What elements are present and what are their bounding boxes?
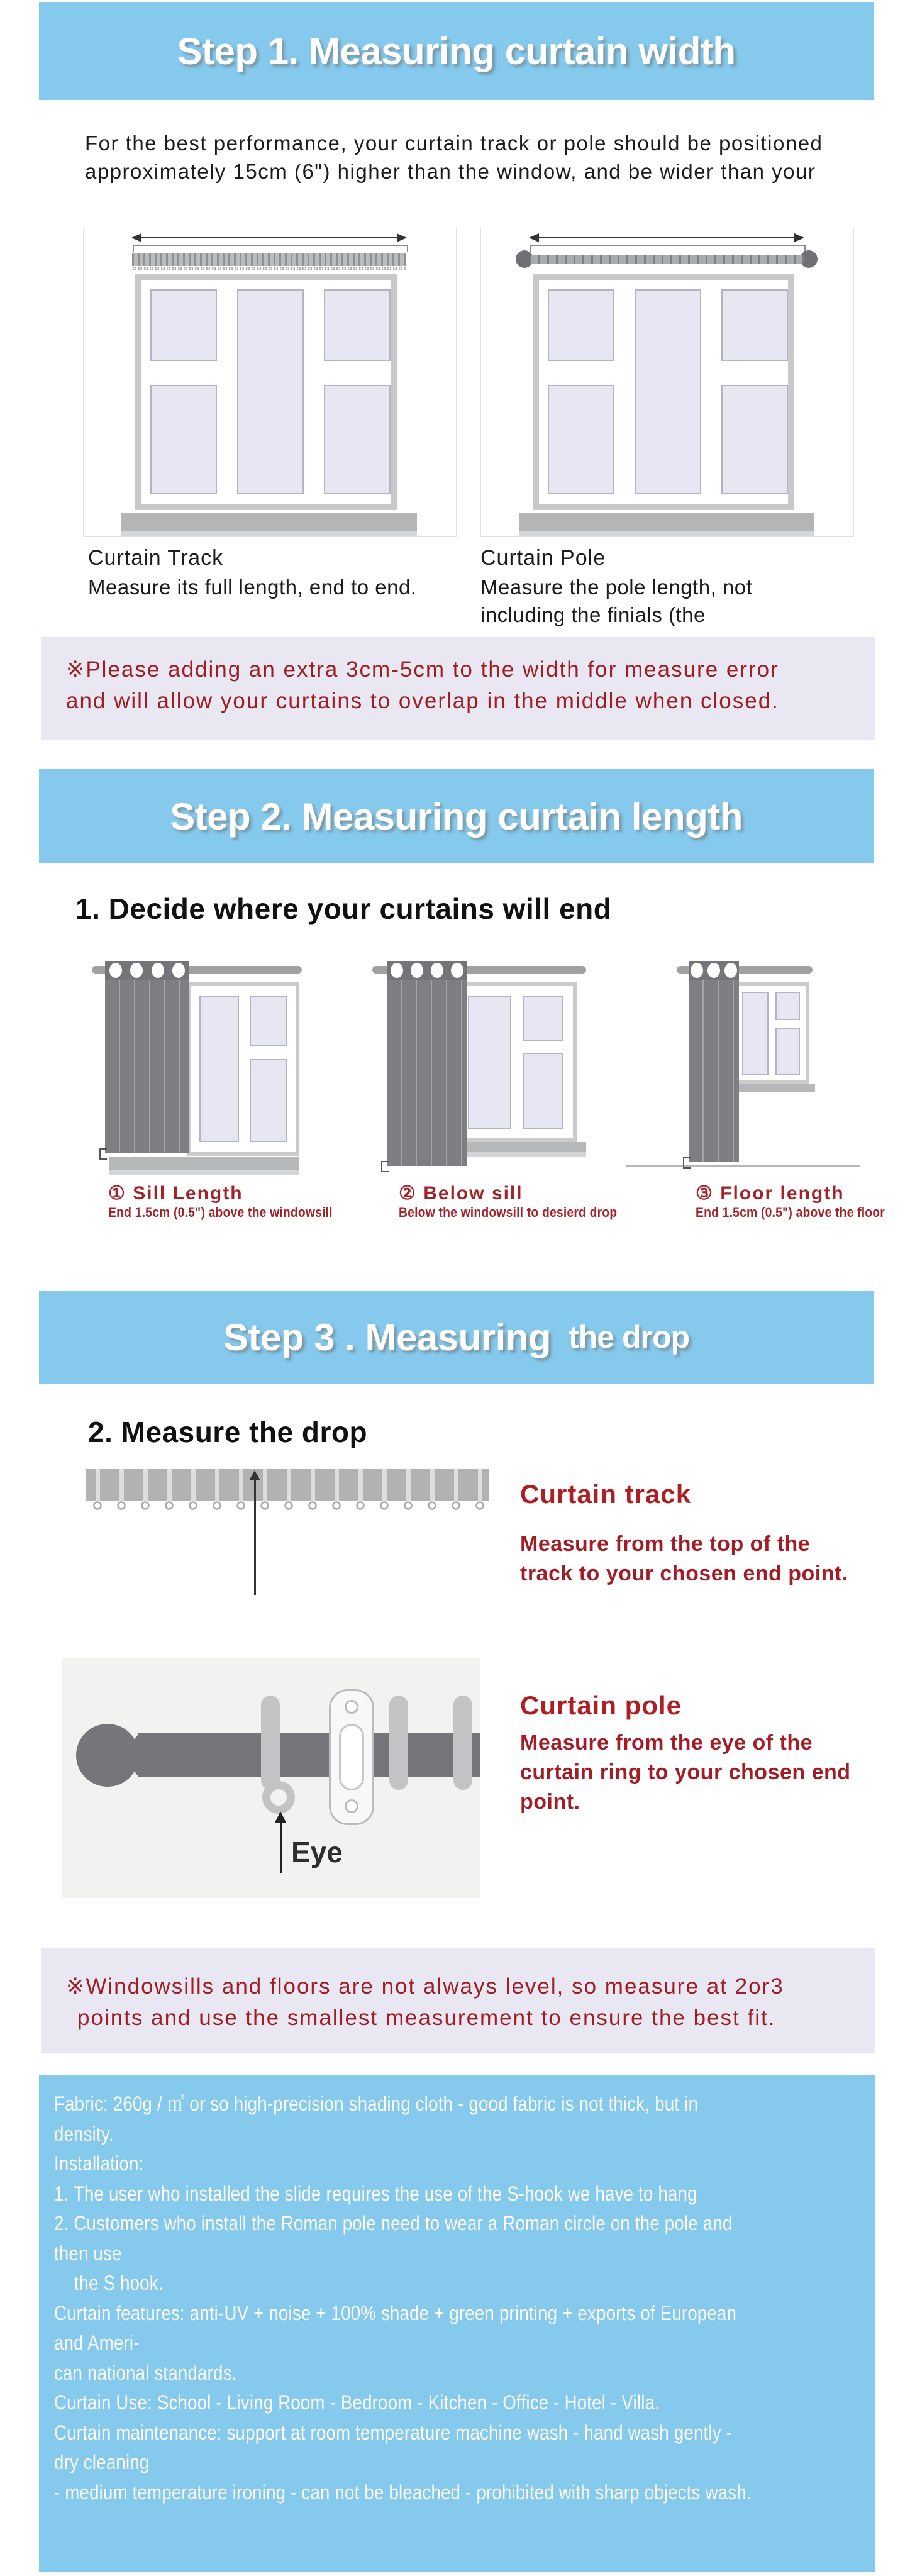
width-arrow	[530, 237, 803, 238]
curtain-ring	[453, 1696, 472, 1790]
footer-line: - medium temperature ironing - can not be bleached - prohibited with sharp objects wash.	[54, 2480, 752, 2504]
curtain-pole-instructions	[520, 1728, 851, 1817]
arrow-left-icon	[131, 233, 141, 242]
level-note-line1: ※Windowsills and floors are not always level, so measure at 2or3	[66, 1974, 784, 1999]
footer-line: Fabric: 260g / ㎡ or so high-precision shading cloth - good fabric is not thick, but in density.	[54, 2092, 704, 2145]
option2-label: ② Below sill	[399, 1183, 523, 1204]
step1-intro-line2: approximately 15cm (6") higher than the window, and be wider than your	[85, 160, 816, 183]
step3-banner	[39, 1291, 874, 1384]
eye-label: Eye	[291, 1836, 343, 1868]
curtain-track-hooks	[132, 266, 406, 272]
product-info-footer	[39, 2075, 875, 2572]
width-arrow	[133, 237, 406, 238]
footer-line: Curtain maintenance: support at room temperature machine wash - hand wash gently - dry cleaning	[54, 2421, 738, 2473]
curtain-pole-desc-line1: Measure the pole length, not	[480, 575, 753, 599]
window-pane	[775, 992, 801, 1020]
window-pane	[548, 385, 614, 494]
window-pane	[150, 289, 217, 361]
window-pane	[468, 996, 511, 1130]
window-pane	[250, 1059, 287, 1142]
window-pane	[742, 992, 769, 1075]
step3-banner-subtitle: the drop	[569, 1319, 690, 1355]
window-pane	[237, 289, 304, 494]
measure-mark	[99, 1148, 107, 1160]
curtain-track-instructions	[520, 1530, 848, 1589]
option1-label: ① Sill Length	[108, 1183, 243, 1204]
window-sill-edge	[109, 1170, 299, 1175]
up-arrow-line	[280, 1823, 282, 1873]
pole-desc-line2: curtain ring to your chosen end	[520, 1760, 851, 1784]
window-illustration	[733, 982, 809, 1084]
arrow-left-icon	[529, 233, 539, 242]
width-note-box	[41, 637, 875, 740]
curtain-pole-bar	[530, 255, 804, 264]
curtain-pole-diagram	[480, 228, 854, 537]
floor-line	[626, 1165, 860, 1167]
window-illustration	[455, 982, 577, 1142]
window-sill-edge	[519, 531, 814, 536]
footer-line: 1. The user who installed the slide requires the use of the S-hook we have to hang	[54, 2182, 697, 2205]
step1-banner	[39, 2, 874, 100]
window-pane	[150, 385, 217, 494]
track-desc-line1: Measure from the top of the	[520, 1532, 811, 1556]
curtain-track-bar	[132, 253, 406, 266]
curtain-ring	[261, 1696, 280, 1790]
step1-intro-line1: For the best performance, your curtain track or pole should be positioned	[85, 131, 823, 155]
window-sill	[727, 1084, 815, 1092]
window-pane	[721, 289, 788, 361]
width-note-line1: ※Please adding an extra 3cm-5cm to the width for measure error	[66, 657, 779, 682]
floor-length-diagram	[677, 961, 865, 1179]
window-illustration	[187, 982, 299, 1156]
step2-banner	[39, 769, 874, 863]
below-sill-diagram	[372, 961, 586, 1179]
window-sill	[519, 513, 814, 531]
level-note-line2: points and use the smallest measurement to ensure the best fit.	[77, 2006, 776, 2030]
arrow-right-icon	[794, 233, 804, 242]
footer-line: Installation:	[54, 2152, 144, 2175]
window-illustration	[533, 274, 794, 510]
option3-label: ③ Floor length	[696, 1183, 845, 1204]
track-illustration	[86, 1469, 489, 1512]
bracket-screw	[345, 1799, 358, 1813]
bracket-slot	[339, 1724, 364, 1790]
window-pane	[324, 385, 391, 494]
curtain-track-desc: Measure its full length, end to end.	[88, 575, 417, 599]
up-arrow-line	[254, 1478, 256, 1595]
pole-illustration	[62, 1658, 480, 1898]
step2-heading: 1. Decide where your curtains will end	[75, 892, 612, 925]
track-desc-line2: track to your chosen end point.	[520, 1562, 848, 1585]
measure-mark	[683, 1157, 691, 1169]
curtain-panel	[689, 961, 739, 1162]
curtain-pole-title: Curtain pole	[520, 1690, 682, 1720]
window-pane	[548, 289, 614, 361]
curtain-track-label: Curtain Track	[88, 546, 224, 570]
curtain-track-diagram	[83, 228, 457, 537]
window-pane	[250, 996, 287, 1046]
arrow-right-icon	[397, 233, 407, 242]
window-pane	[775, 1028, 801, 1075]
window-pane	[635, 289, 701, 494]
window-pane	[199, 996, 239, 1142]
option2-desc: Below the windowsill to desierd drop	[399, 1204, 618, 1220]
window-pane	[721, 385, 788, 494]
window-sill	[121, 513, 417, 531]
option1-desc: End 1.5cm (0.5") above the windowsill	[108, 1204, 333, 1220]
grommet-strip	[387, 961, 467, 980]
footer-line: 2. Customers who install the Roman pole need to wear a Roman circle on the pole and then use	[54, 2212, 738, 2265]
step1-intro	[85, 129, 823, 186]
option3-desc: End 1.5cm (0.5") above the floor	[696, 1204, 885, 1220]
window-sill	[109, 1157, 299, 1170]
wall-bracket	[329, 1689, 374, 1825]
footer-line: Curtain Use: School - Living Room - Bedroom - Kitchen - Office - Hotel - Villa.	[54, 2391, 660, 2414]
measure-mark	[381, 1161, 389, 1172]
window-pane	[523, 996, 564, 1041]
window-pane	[324, 289, 391, 361]
width-note-line2: and will allow your curtains to overlap in the middle when closed.	[66, 689, 779, 713]
level-note-box	[41, 1948, 875, 2053]
footer-line: Curtain features: anti-UV + noise + 100% shade + green printing + exports of European and Ameri-	[54, 2301, 742, 2354]
curtain-pole-desc-line2: including the finials (the	[480, 603, 706, 626]
bracket-screw	[345, 1700, 358, 1714]
pole-desc-line3: point.	[520, 1790, 580, 1814]
curtain-panel	[105, 961, 189, 1153]
curtain-pole-desc	[480, 574, 752, 629]
measure-bracket	[133, 245, 408, 252]
window-sill-edge	[121, 531, 417, 536]
pole-bar	[138, 1733, 480, 1777]
curtain-track-title: Curtain track	[520, 1479, 692, 1509]
footer-line: can national standards.	[54, 2361, 237, 2384]
pole-finial-ball	[76, 1724, 139, 1787]
up-arrow-icon	[275, 1811, 286, 1823]
track-hooks	[86, 1501, 489, 1512]
sill-length-diagram	[92, 961, 302, 1179]
grommet-strip	[105, 961, 189, 980]
window-pane	[523, 1053, 564, 1129]
measure-bracket	[530, 245, 806, 252]
footer-line: the S hook.	[54, 2272, 164, 2294]
step3-heading: 2. Measure the drop	[88, 1416, 368, 1448]
track-bar	[86, 1469, 489, 1501]
step3-banner-title: Step 3 . Measuring	[223, 1316, 552, 1358]
step1-banner-title: Step 1. Measuring curtain width	[177, 30, 736, 72]
grommet-strip	[689, 961, 739, 980]
curtain-panel	[387, 961, 467, 1166]
pole-desc-line1: Measure from the eye of the	[520, 1731, 813, 1755]
window-illustration	[135, 274, 397, 510]
curtain-pole-label: Curtain Pole	[480, 546, 606, 570]
curtain-ring	[389, 1696, 408, 1790]
step2-banner-title: Step 2. Measuring curtain length	[170, 795, 743, 838]
ring-eye	[262, 1781, 295, 1814]
